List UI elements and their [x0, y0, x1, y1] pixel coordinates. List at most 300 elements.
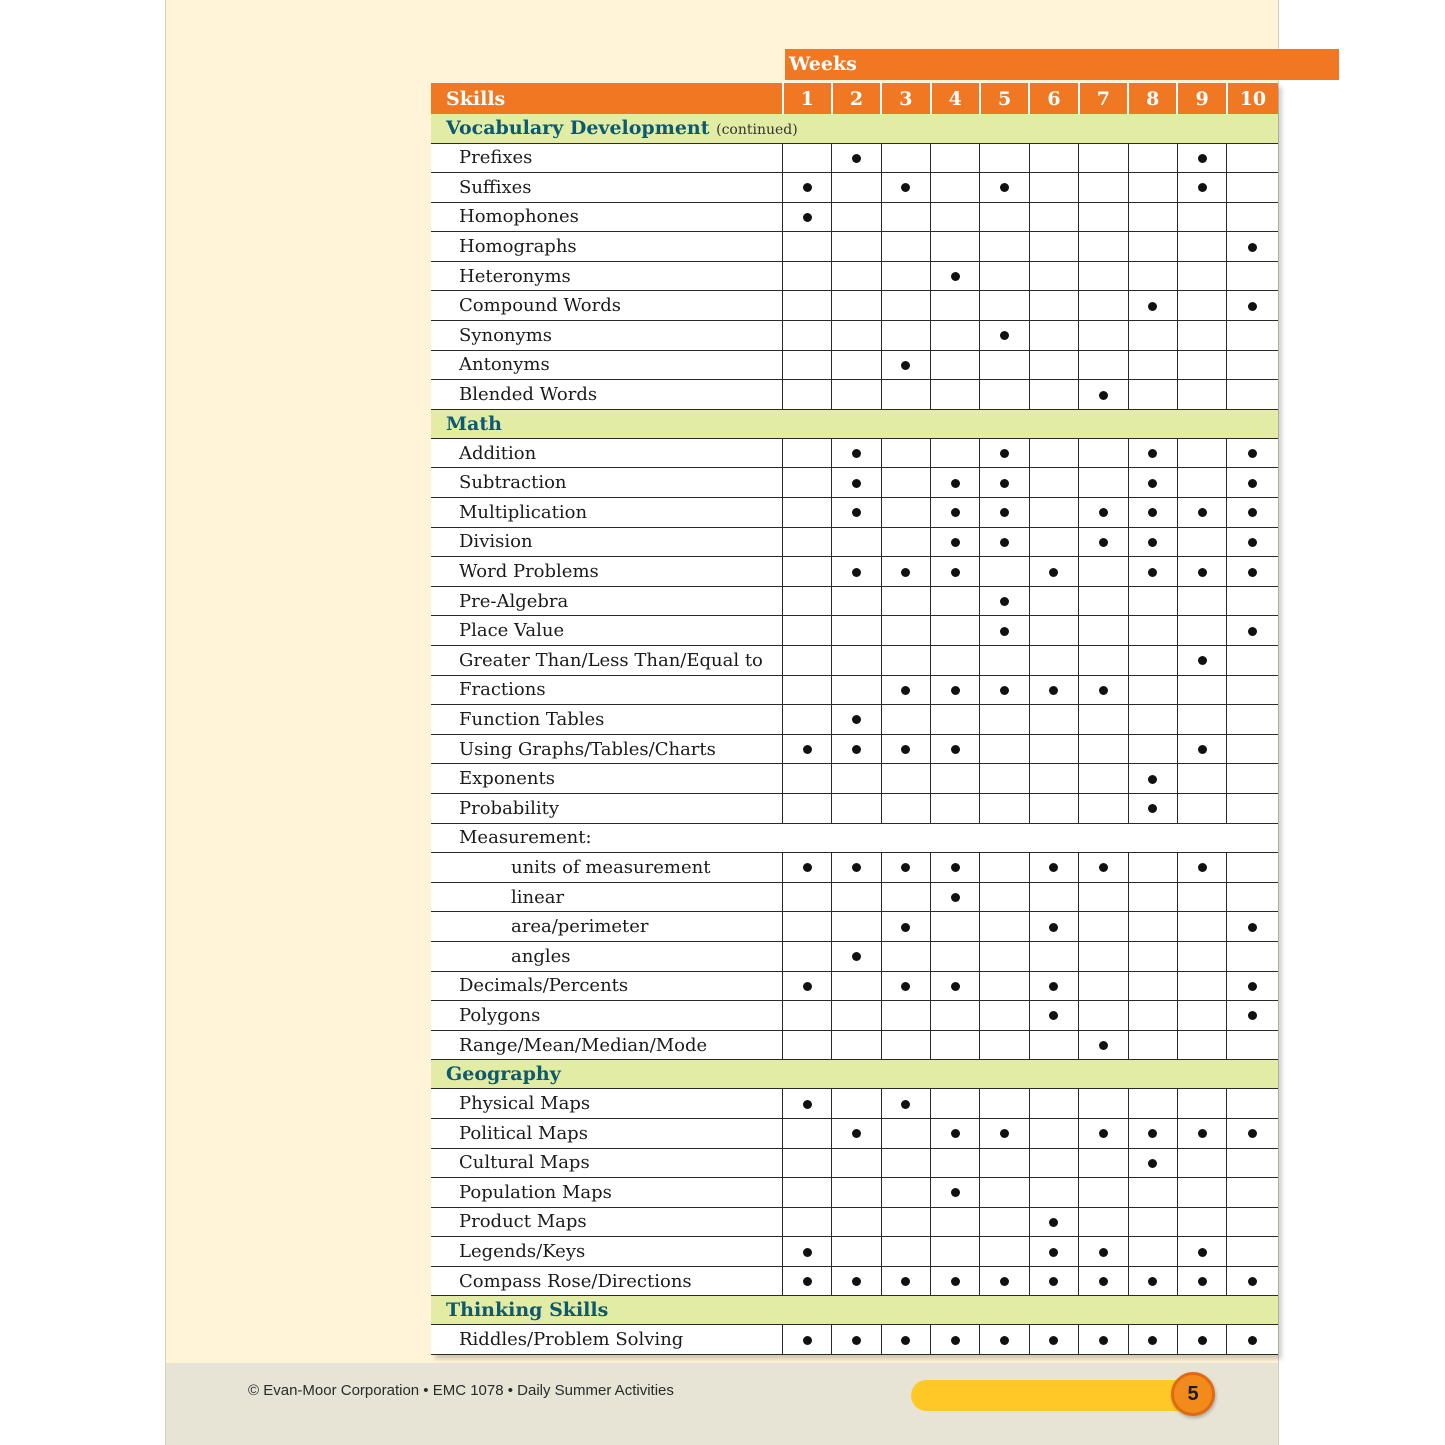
- week-cell: [881, 498, 930, 528]
- week-cell: [931, 675, 980, 705]
- week-cell: [832, 1118, 881, 1148]
- section-title: Math: [446, 412, 502, 435]
- skill-name: Homophones: [431, 202, 783, 232]
- week-cell: [1128, 1237, 1177, 1267]
- week-cell: [881, 675, 930, 705]
- skill-name: Homographs: [431, 232, 783, 262]
- table-row: [431, 1148, 1278, 1178]
- week-cell: [931, 557, 980, 587]
- table-row: [431, 143, 1278, 173]
- bullet-dot-icon: [951, 272, 960, 281]
- week-cell: [832, 616, 881, 646]
- week-cell: [1177, 1118, 1226, 1148]
- week-cell: [1128, 616, 1177, 646]
- week-cell: [832, 557, 881, 587]
- week-cell: [1079, 527, 1128, 557]
- bullet-dot-icon: [1198, 1129, 1207, 1138]
- week-cell: [1128, 764, 1177, 794]
- bullet-dot-icon: [1148, 1277, 1157, 1286]
- table-row: [431, 1089, 1278, 1119]
- bullet-dot-icon: [1099, 863, 1108, 872]
- week-cell: [1227, 557, 1278, 587]
- bullet-dot-icon: [1148, 568, 1157, 577]
- week-cell: [783, 882, 832, 912]
- week-cell: [1227, 941, 1278, 971]
- table-row: [431, 586, 1278, 616]
- section-header-row: [431, 1060, 1278, 1089]
- table-row: [431, 675, 1278, 705]
- skill-name: Word Problems: [431, 557, 783, 587]
- week-cell: [783, 1001, 832, 1031]
- week-cell: [783, 941, 832, 971]
- week-cell: [1029, 793, 1078, 823]
- bullet-dot-icon: [1049, 1336, 1058, 1345]
- week-cell: [1079, 675, 1128, 705]
- week-cell: [881, 232, 930, 262]
- week-cell: [931, 143, 980, 173]
- week-cell: [1227, 1030, 1278, 1060]
- week-cell: [1079, 646, 1128, 676]
- week-cell: [783, 853, 832, 883]
- bullet-dot-icon: [1248, 302, 1257, 311]
- week-cell: [1079, 971, 1128, 1001]
- week-cell: [1177, 232, 1226, 262]
- week-column-header: 9: [1177, 83, 1226, 114]
- week-cell: [1177, 1148, 1226, 1178]
- bullet-dot-icon: [1248, 508, 1257, 517]
- week-cell: [1079, 1030, 1128, 1060]
- week-cell: [1029, 557, 1078, 587]
- week-cell: [1079, 202, 1128, 232]
- week-cell: [832, 705, 881, 735]
- week-cell: [980, 291, 1029, 321]
- week-cell: [1128, 261, 1177, 291]
- week-cell: [1128, 468, 1177, 498]
- skill-name: Suffixes: [431, 173, 783, 203]
- bullet-dot-icon: [852, 715, 861, 724]
- skill-name: area/perimeter: [431, 912, 783, 942]
- table-row: [431, 764, 1278, 794]
- week-cell: [1029, 941, 1078, 971]
- weeks-header: Weeks: [785, 49, 1339, 80]
- bullet-dot-icon: [852, 1277, 861, 1286]
- table-row: [431, 1266, 1278, 1296]
- week-cell: [1079, 912, 1128, 942]
- week-cell: [1227, 1266, 1278, 1296]
- section-title: Thinking Skills: [446, 1299, 609, 1322]
- week-cell: [832, 941, 881, 971]
- week-cell: [1177, 853, 1226, 883]
- week-cell: [1177, 1207, 1226, 1237]
- skill-name: Political Maps: [431, 1118, 783, 1148]
- table-row: [431, 1001, 1278, 1031]
- section-header-cell: [431, 409, 1278, 438]
- week-cell: [1128, 912, 1177, 942]
- week-cell: [931, 1148, 980, 1178]
- table-row: [431, 468, 1278, 498]
- bullet-dot-icon: [1198, 1277, 1207, 1286]
- week-cell: [881, 941, 930, 971]
- week-cell: [1177, 527, 1226, 557]
- week-cell: [1079, 882, 1128, 912]
- bullet-dot-icon: [1099, 1041, 1108, 1050]
- skill-name: Place Value: [431, 616, 783, 646]
- week-cell: [1128, 793, 1177, 823]
- week-cell: [1029, 350, 1078, 380]
- week-cell: [783, 291, 832, 321]
- week-cell: [931, 853, 980, 883]
- week-cell: [980, 468, 1029, 498]
- week-cell: [931, 1118, 980, 1148]
- week-column-header: 5: [980, 83, 1029, 114]
- week-column-header: 2: [832, 83, 881, 114]
- table-row: [431, 557, 1278, 587]
- week-cell: [1227, 321, 1278, 351]
- table-row: [431, 705, 1278, 735]
- skill-name: Multiplication: [431, 498, 783, 528]
- table-row: [431, 1207, 1278, 1237]
- week-cell: [980, 941, 1029, 971]
- bullet-dot-icon: [901, 361, 910, 370]
- week-cell: [980, 1089, 1029, 1119]
- week-cell: [1128, 853, 1177, 883]
- week-cell: [1029, 261, 1078, 291]
- week-cell: [1079, 173, 1128, 203]
- table-row: [431, 498, 1278, 528]
- week-cell: [931, 321, 980, 351]
- week-cell: [1227, 202, 1278, 232]
- bullet-dot-icon: [1198, 1336, 1207, 1345]
- week-cell: [832, 143, 881, 173]
- bullet-dot-icon: [1000, 538, 1009, 547]
- week-cell: [1128, 557, 1177, 587]
- week-column-header: 3: [881, 83, 930, 114]
- week-cell: [980, 646, 1029, 676]
- week-cell: [783, 793, 832, 823]
- week-cell: [783, 912, 832, 942]
- skill-name: Addition: [431, 438, 783, 468]
- week-cell: [881, 971, 930, 1001]
- week-cell: [980, 527, 1029, 557]
- week-cell: [832, 1237, 881, 1267]
- week-cell: [1177, 173, 1226, 203]
- week-cell: [1227, 498, 1278, 528]
- bullet-dot-icon: [1049, 1248, 1058, 1257]
- bullet-dot-icon: [1248, 243, 1257, 252]
- week-cell: [832, 586, 881, 616]
- table-row: [431, 173, 1278, 203]
- bullet-dot-icon: [951, 745, 960, 754]
- skill-name: Blended Words: [431, 380, 783, 410]
- week-cell: [783, 1237, 832, 1267]
- bullet-dot-icon: [1099, 686, 1108, 695]
- week-cell: [1029, 853, 1078, 883]
- week-cell: [832, 173, 881, 203]
- week-cell: [832, 380, 881, 410]
- table-row: [431, 853, 1278, 883]
- week-cell: [931, 202, 980, 232]
- bullet-dot-icon: [951, 568, 960, 577]
- week-cell: [1177, 350, 1226, 380]
- skill-name: Pre-Algebra: [431, 586, 783, 616]
- week-cell: [832, 321, 881, 351]
- week-cell: [1079, 1001, 1128, 1031]
- week-cell: [881, 1089, 930, 1119]
- bullet-dot-icon: [1198, 508, 1207, 517]
- week-cell: [980, 1207, 1029, 1237]
- week-cell: [1227, 971, 1278, 1001]
- week-cell: [931, 527, 980, 557]
- week-column-header: 10: [1227, 83, 1278, 114]
- week-cell: [783, 1118, 832, 1148]
- week-cell: [832, 350, 881, 380]
- week-cell: [881, 1148, 930, 1178]
- section-header-row: [431, 1296, 1278, 1325]
- week-cell: [783, 646, 832, 676]
- section-header-cell: [431, 114, 1278, 143]
- week-cell: [881, 202, 930, 232]
- week-cell: [832, 1148, 881, 1178]
- bullet-dot-icon: [1000, 1277, 1009, 1286]
- week-cell: [1029, 202, 1078, 232]
- week-cell: [931, 380, 980, 410]
- week-cell: [881, 1266, 930, 1296]
- week-cell: [1029, 1237, 1078, 1267]
- week-cell: [832, 498, 881, 528]
- bullet-dot-icon: [951, 1188, 960, 1197]
- week-cell: [832, 1266, 881, 1296]
- week-cell: [881, 616, 930, 646]
- week-cell: [931, 1030, 980, 1060]
- week-cell: [1128, 438, 1177, 468]
- week-cell: [931, 1178, 980, 1208]
- table-row: [431, 1030, 1278, 1060]
- section-note: (continued): [716, 122, 798, 139]
- week-cell: [1128, 1001, 1177, 1031]
- week-cell: [881, 1325, 930, 1355]
- week-cell: [980, 734, 1029, 764]
- bullet-dot-icon: [1148, 479, 1157, 488]
- week-cell: [980, 321, 1029, 351]
- bullet-dot-icon: [1099, 538, 1108, 547]
- week-cell: [881, 291, 930, 321]
- week-cell: [931, 912, 980, 942]
- week-cell: [1029, 764, 1078, 794]
- skill-name: Compass Rose/Directions: [431, 1266, 783, 1296]
- week-cell: [832, 1207, 881, 1237]
- bullet-dot-icon: [803, 1336, 812, 1345]
- week-cell: [1227, 616, 1278, 646]
- week-cell: [1079, 380, 1128, 410]
- bullet-dot-icon: [1099, 391, 1108, 400]
- footer-credit: © Evan-Moor Corporation • EMC 1078 • Daily Summer Activities: [248, 1382, 674, 1399]
- week-cell: [931, 586, 980, 616]
- week-cell: [1079, 1237, 1128, 1267]
- week-cell: [832, 527, 881, 557]
- week-cell: [1177, 1030, 1226, 1060]
- bullet-dot-icon: [951, 1336, 960, 1345]
- week-cell: [1029, 232, 1078, 262]
- week-cell: [1128, 1030, 1177, 1060]
- bullet-dot-icon: [1049, 863, 1058, 872]
- skill-name: Measurement:: [431, 823, 783, 853]
- week-cell: [1128, 380, 1177, 410]
- table-row: [431, 350, 1278, 380]
- week-cell: [1177, 705, 1226, 735]
- bullet-dot-icon: [951, 538, 960, 547]
- bullet-dot-icon: [852, 154, 861, 163]
- week-cell: [1177, 557, 1226, 587]
- skill-name: Riddles/Problem Solving: [431, 1325, 783, 1355]
- week-column-header: 8: [1128, 83, 1177, 114]
- week-cell: [881, 1118, 930, 1148]
- week-cell: [783, 1325, 832, 1355]
- week-cell: [1029, 468, 1078, 498]
- week-cell: [832, 1325, 881, 1355]
- week-cell: [1177, 1237, 1226, 1267]
- week-cell: [1227, 1325, 1278, 1355]
- week-cell: [1177, 734, 1226, 764]
- week-cell: [1029, 143, 1078, 173]
- table-row: [431, 1178, 1278, 1208]
- week-cell: [832, 912, 881, 942]
- week-cell: [980, 764, 1029, 794]
- skill-name: Heteronyms: [431, 261, 783, 291]
- table-row: [431, 734, 1278, 764]
- week-cell: [832, 232, 881, 262]
- week-cell: [1128, 705, 1177, 735]
- week-cell: [881, 734, 930, 764]
- week-cell: [931, 232, 980, 262]
- week-cell: [832, 468, 881, 498]
- bullet-dot-icon: [901, 686, 910, 695]
- week-cell: [881, 705, 930, 735]
- bullet-dot-icon: [1049, 1218, 1058, 1227]
- empty-span-cell: [783, 823, 1279, 853]
- week-cell: [931, 261, 980, 291]
- skill-name: angles: [431, 941, 783, 971]
- skill-name: units of measurement: [431, 853, 783, 883]
- week-cell: [832, 1089, 881, 1119]
- table-row: [431, 646, 1278, 676]
- week-cell: [1079, 468, 1128, 498]
- bullet-dot-icon: [1248, 479, 1257, 488]
- bullet-dot-icon: [852, 952, 861, 961]
- week-cell: [1079, 1207, 1128, 1237]
- bullet-dot-icon: [901, 1336, 910, 1345]
- week-cell: [1177, 438, 1226, 468]
- bullet-dot-icon: [1000, 508, 1009, 517]
- week-cell: [980, 586, 1029, 616]
- week-cell: [881, 380, 930, 410]
- week-cell: [1227, 232, 1278, 262]
- week-cell: [1079, 764, 1128, 794]
- skill-name: Subtraction: [431, 468, 783, 498]
- bullet-dot-icon: [1248, 449, 1257, 458]
- week-cell: [931, 173, 980, 203]
- week-cell: [1029, 380, 1078, 410]
- table-row: [431, 232, 1278, 262]
- bullet-dot-icon: [1248, 1129, 1257, 1138]
- week-cell: [832, 793, 881, 823]
- skill-name: Range/Mean/Median/Mode: [431, 1030, 783, 1060]
- bullet-dot-icon: [1198, 154, 1207, 163]
- week-cell: [1177, 468, 1226, 498]
- week-cell: [783, 321, 832, 351]
- week-cell: [1177, 321, 1226, 351]
- table-row: [431, 882, 1278, 912]
- week-cell: [931, 734, 980, 764]
- week-cell: [1227, 793, 1278, 823]
- skill-name: Cultural Maps: [431, 1148, 783, 1178]
- week-cell: [1029, 1148, 1078, 1178]
- week-cell: [1227, 646, 1278, 676]
- week-cell: [881, 261, 930, 291]
- bullet-dot-icon: [852, 508, 861, 517]
- week-cell: [832, 261, 881, 291]
- week-cell: [1029, 498, 1078, 528]
- week-cell: [1177, 616, 1226, 646]
- week-cell: [783, 143, 832, 173]
- week-cell: [1128, 321, 1177, 351]
- bullet-dot-icon: [1248, 568, 1257, 577]
- bullet-dot-icon: [803, 1248, 812, 1257]
- week-cell: [1079, 557, 1128, 587]
- week-cell: [1128, 586, 1177, 616]
- week-cell: [783, 527, 832, 557]
- week-cell: [1177, 1266, 1226, 1296]
- week-cell: [1128, 882, 1177, 912]
- skill-name: Physical Maps: [431, 1089, 783, 1119]
- bullet-dot-icon: [1049, 923, 1058, 932]
- skill-name: linear: [431, 882, 783, 912]
- week-cell: [931, 498, 980, 528]
- week-cell: [980, 557, 1029, 587]
- table-row: [431, 1325, 1278, 1355]
- skill-name: Fractions: [431, 675, 783, 705]
- workbook-page: [165, 0, 1279, 1445]
- week-cell: [1029, 1089, 1078, 1119]
- bullet-dot-icon: [901, 982, 910, 991]
- week-cell: [832, 438, 881, 468]
- week-cell: [1029, 586, 1078, 616]
- week-cell: [881, 143, 930, 173]
- week-cell: [980, 1325, 1029, 1355]
- week-cell: [1227, 261, 1278, 291]
- week-cell: [1128, 527, 1177, 557]
- week-cell: [1128, 1178, 1177, 1208]
- week-cell: [1128, 971, 1177, 1001]
- bullet-dot-icon: [1148, 1159, 1157, 1168]
- bullet-dot-icon: [803, 213, 812, 222]
- week-cell: [1079, 793, 1128, 823]
- week-cell: [1029, 527, 1078, 557]
- bullet-dot-icon: [951, 508, 960, 517]
- week-cell: [931, 350, 980, 380]
- week-cell: [1128, 1148, 1177, 1178]
- week-cell: [783, 764, 832, 794]
- week-cell: [980, 882, 1029, 912]
- week-cell: [1029, 438, 1078, 468]
- bullet-dot-icon: [1198, 1248, 1207, 1257]
- bullet-dot-icon: [901, 863, 910, 872]
- week-cell: [881, 1001, 930, 1031]
- week-cell: [1079, 321, 1128, 351]
- bullet-dot-icon: [1049, 1011, 1058, 1020]
- week-cell: [1128, 646, 1177, 676]
- table-row: [431, 527, 1278, 557]
- week-cell: [980, 261, 1029, 291]
